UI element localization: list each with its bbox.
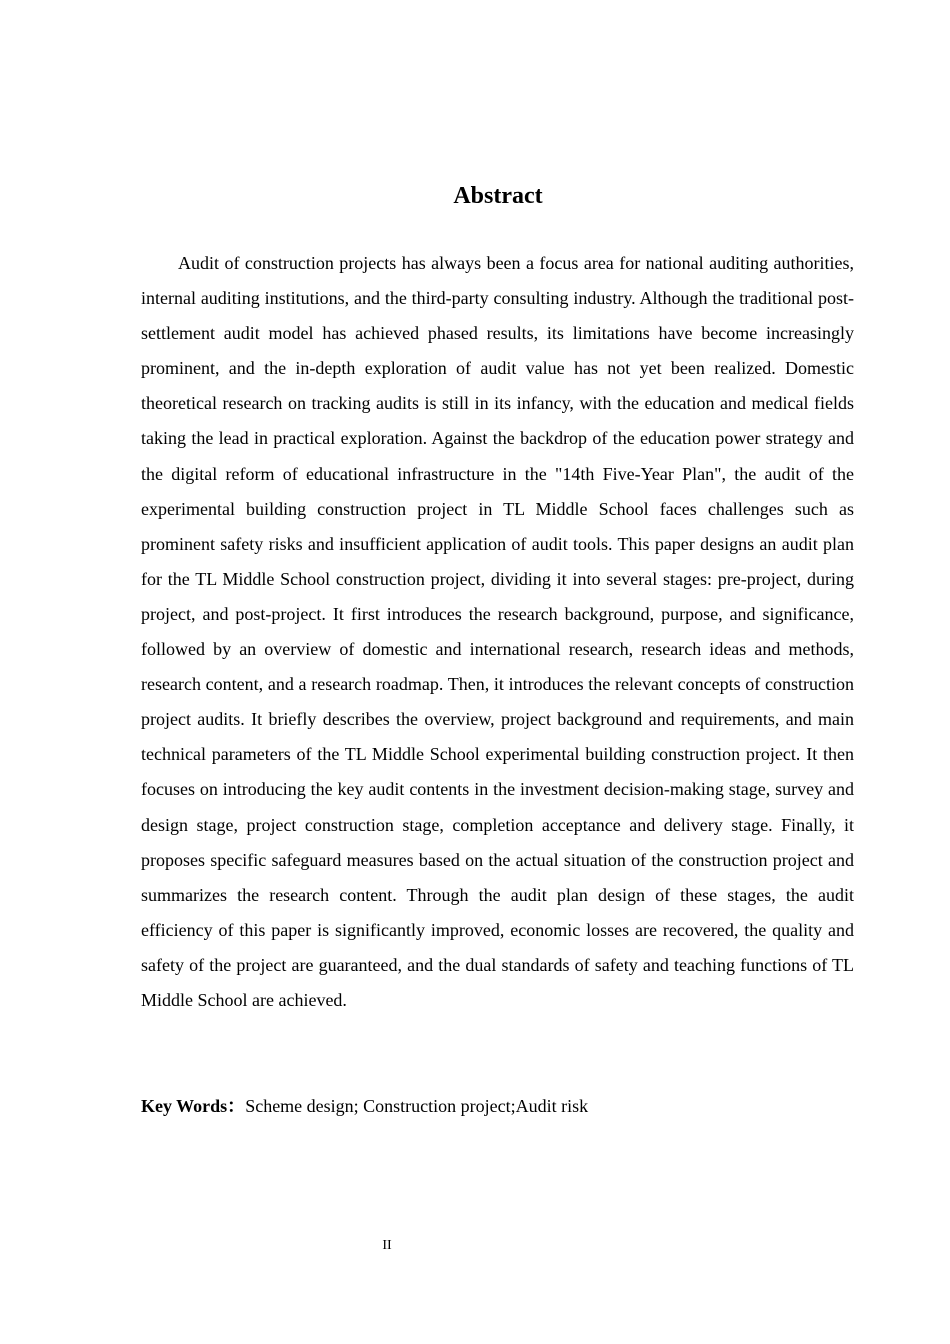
page-number: II xyxy=(382,1238,392,1253)
abstract-body-paragraph: Audit of construction projects has always been a focus area for national auditing authorities, internal auditing institutions, and the third-party consulting industry. Although the traditional post-settlement audit model has achieved phased results, its limitations have become increasingly prominent, and the in-depth exploration of audit value has not yet been realized. Domestic theoretical research on tracking audits is still in its infancy, with the education and medical fields taking the lead in practical exploration. Against the backdrop of the education power strategy and the digital reform of educational infrastructure in the "14th Five-Year Plan", the audit of the experimental building construction project in TL Middle School faces challenges such as prominent safety risks and insufficient application of audit tools. This paper designs an audit plan for the TL Middle School construction project, dividing it into several stages: pre-project, during project, and post-project. It first introduces the research background, purpose, and significance, followed by an overview of domestic and international research, research ideas and methods, research content, and a research roadmap. Then, it introduces the relevant concepts of construction project audits. It briefly describes the overview, project background and requirements, and main technical parameters of the TL Middle School experimental building construction project. It then focuses on introducing the key audit contents in the investment decision-making stage, survey and design stage, project construction stage, completion acceptance and delivery stage. Finally, it proposes specific safeguard measures based on the actual situation of the construction project and summarizes the research content. Through the audit plan design of these stages, the audit efficiency of this paper is significantly improved, economic losses are recovered, the quality and safety of the project are guaranteed, and the dual standards of safety and teaching functions of TL Middle School are achieved. xyxy=(141,253,854,1010)
abstract-title: Abstract xyxy=(453,183,543,209)
keywords-label: Key Words： xyxy=(141,1096,246,1116)
keywords-value: Scheme design; Construction project;Audit risk xyxy=(245,1096,589,1116)
keywords-line xyxy=(141,1090,854,1122)
